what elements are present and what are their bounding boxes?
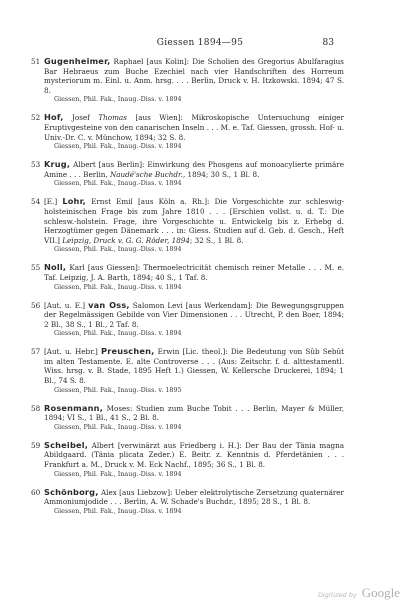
entry-italic: Thomas xyxy=(98,113,127,123)
entry-body: Ernst Emil [aus Köln a. Rh.]: Die Vorgeschichte zur schleswig-holsteinischen Frage bis zum Jahre 1810 . . . [Erschien vollst. u. d. T.: Die schlesw.-holstein. Frage, ihre Vorgeschichte u. Entwickelg bis z. Erhebg d. Herzogtümer gegen Dänemark . . . in: Giess. Studien auf d. Geb. d. Gesch., Heft VII.] xyxy=(44,197,344,245)
entry-text xyxy=(44,160,344,179)
author-name: Preuschen, xyxy=(101,346,155,357)
bibliography-entry xyxy=(0,301,344,339)
author-name: Noll, xyxy=(44,262,67,273)
entry-location: Giessen, Phil. Fak., Inaug.-Diss. v. 1894 xyxy=(54,245,182,254)
entry-location: Giessen, Phil. Fak., Inaug.-Diss. v. 1894 xyxy=(54,329,182,338)
entry-tail: [aus Wien]: Mikroskopische Untersuchung einiger Eruptivgesteine von den canarischen Inseln . . . M. e. Taf. Giessen, grossh. Hof- u. Univ.-Dr. C. v. Münchow, 1894; 32 S. 8. xyxy=(44,113,344,142)
watermark-prefix: Digitized by xyxy=(318,591,357,599)
entry-number: 58 xyxy=(31,403,41,413)
entry-location: Giessen, Phil. Fak., Inaug.-Diss. v. 1894 xyxy=(54,282,182,291)
entry-prefix: [Aut. u. Hebr.] xyxy=(44,347,101,357)
bibliography-entry xyxy=(0,113,344,151)
author-name: Gugenheimer, xyxy=(44,56,111,66)
author-name: Lohr, xyxy=(62,196,86,207)
entry-text xyxy=(44,197,344,245)
entry-text xyxy=(44,113,344,142)
entry-text xyxy=(44,263,344,282)
entry-tail: , 1894; 30 S., 1 Bl. 8. xyxy=(182,169,260,179)
entry-body: Albert [verwinärzt aus Friedberg i. H.]: Der Bau der Tänia magna Abildgaard. (Tänia plicata Zeder.) E. Beitr. z. Kenntnis d. Pferdetänien . . . Frankfurt a. M., Druck v. M. Eck Nachf., 1895; 36 S., 1 Bl. 8. xyxy=(44,440,344,470)
digitized-by-watermark xyxy=(318,582,400,601)
entry-italic: Naudé'sche Buchdr. xyxy=(109,169,183,179)
entry-prefix: [Aut. u. E.] xyxy=(44,300,89,310)
entry-location: Giessen, Phil. Fak., Inaug.-Diss. v. 1895 xyxy=(54,385,182,394)
entry-location: Giessen, Phil. Fak., Inaug.-Diss. v. 1894 xyxy=(54,506,182,515)
bibliography-entry xyxy=(0,160,344,188)
entry-number: 55 xyxy=(31,263,41,273)
entry-body: Josef xyxy=(63,113,99,123)
entry-text xyxy=(44,347,344,385)
bibliography-entry xyxy=(0,197,344,254)
google-logo: Google xyxy=(361,585,400,600)
bibliography-entry xyxy=(0,404,344,432)
entry-number: 53 xyxy=(31,160,41,170)
entry-number: 51 xyxy=(31,57,41,66)
author-name: Hof, xyxy=(44,112,64,123)
entry-body: Karl [aus Giessen]: Thermoelectricität chemisch reiner Metalle . . . M. e. Taf. Leipzig, J. A. Barth, 1894; 40 S., 1 Taf. 8. xyxy=(44,263,344,282)
entry-number: 57 xyxy=(31,347,41,357)
author-name: Krug, xyxy=(44,159,71,170)
author-name: van Oss, xyxy=(88,299,130,310)
entry-body: Salomon Levi [aus Werkendam]: Die Bewegungsgruppen der Regelmässigen Gebilde von Vier Dimensionen . . . Utrecht, P. den Boer, 1894; 2 Bl., 38 S., 1 Bl., 2 Taf. 8. xyxy=(44,300,344,329)
page-number: 83 xyxy=(322,38,334,48)
author-name: Scheibel, xyxy=(44,439,89,450)
entry-number: 52 xyxy=(31,113,41,123)
author-name: Rosenmann, xyxy=(44,402,104,413)
entry-tail: ; 32 S., 1 Bl. 8. xyxy=(189,235,244,245)
running-header xyxy=(0,38,400,52)
bibliography-entry xyxy=(0,441,344,479)
entry-location: Giessen, Phil. Fak., Inaug.-Diss. v. 1894 xyxy=(54,469,182,478)
entry-body: Moses: Studien zum Buche Tobit . . . Berlin, Mayer & Müller, 1894; VI S., 1 Bl., 41 S., 2 Bl. 8. xyxy=(44,403,344,423)
bibliography-entry xyxy=(0,57,344,104)
entry-italic: Leipzig, Druck v. G. G. Röder, 1894 xyxy=(62,235,190,245)
entry-location: Giessen, Phil. Fak., Inaug.-Diss. v. 1894 xyxy=(54,95,182,104)
bibliography-entry xyxy=(0,263,344,291)
entry-location: Giessen, Phil. Fak., Inaug.-Diss. v. 1894 xyxy=(54,422,182,431)
entry-text xyxy=(44,488,344,507)
entry-body: Alex [aus Liebzow]: Ueber elektrolytische Zersetzung quaternärer Ammoniumjodide . . . Berlin, A. W. Schade's Buchdr., 1895; 28 S., 1 Bl. 8. xyxy=(44,487,344,507)
entry-body: Raphael [aus Kolin]: Die Scholien des Gregorius Abulfaragius Bar Hebraeus zum Buche Ezechiel nach vier Handschriften des Horreum mysteriorum m. Einl. u. Anm. hrsg. . . . Berlin, Druck v. H. Itzkowski. 1894; 47 S. 8. xyxy=(44,57,344,95)
entry-number: 54 xyxy=(31,197,41,207)
entry-prefix: [E.] xyxy=(44,197,63,207)
entry-body: Albert [aus Berlin]: Einwirkung des Phosgens auf monoacylierte primäre Amine . . . Berlin, xyxy=(44,160,344,179)
entry-number: 59 xyxy=(31,440,41,450)
entry-text xyxy=(44,57,344,95)
entry-text xyxy=(44,301,344,330)
entry-number: 56 xyxy=(31,300,41,310)
entry-text xyxy=(44,441,344,470)
bibliography-list xyxy=(0,57,400,525)
bibliography-entry xyxy=(0,347,344,394)
bibliography-entry xyxy=(0,488,344,516)
entry-number: 60 xyxy=(31,487,41,497)
entry-location: Giessen, Phil. Fak., Inaug.-Diss. v. 1894 xyxy=(54,179,182,188)
entry-body: Erwin [Lic. theol.]: Die Bedeutung von Sûb Sebût im alten Testamente. E. alte Controverse . . . (Aus: Zeitschr. f. d. alttestamentl. Wiss. hrsg. v. B. Stade, 1895 Heft 1.) Giessen, W. Kellersche Druckerei, 1894; 1 Bl., 74 S. 8. xyxy=(44,347,345,386)
running-title: Giessen 1894—95 xyxy=(156,38,244,48)
entry-location: Giessen, Phil. Fak., Inaug.-Diss. v. 1894 xyxy=(54,142,182,151)
entry-text xyxy=(44,404,344,423)
author-name: Schönborg, xyxy=(44,486,99,497)
